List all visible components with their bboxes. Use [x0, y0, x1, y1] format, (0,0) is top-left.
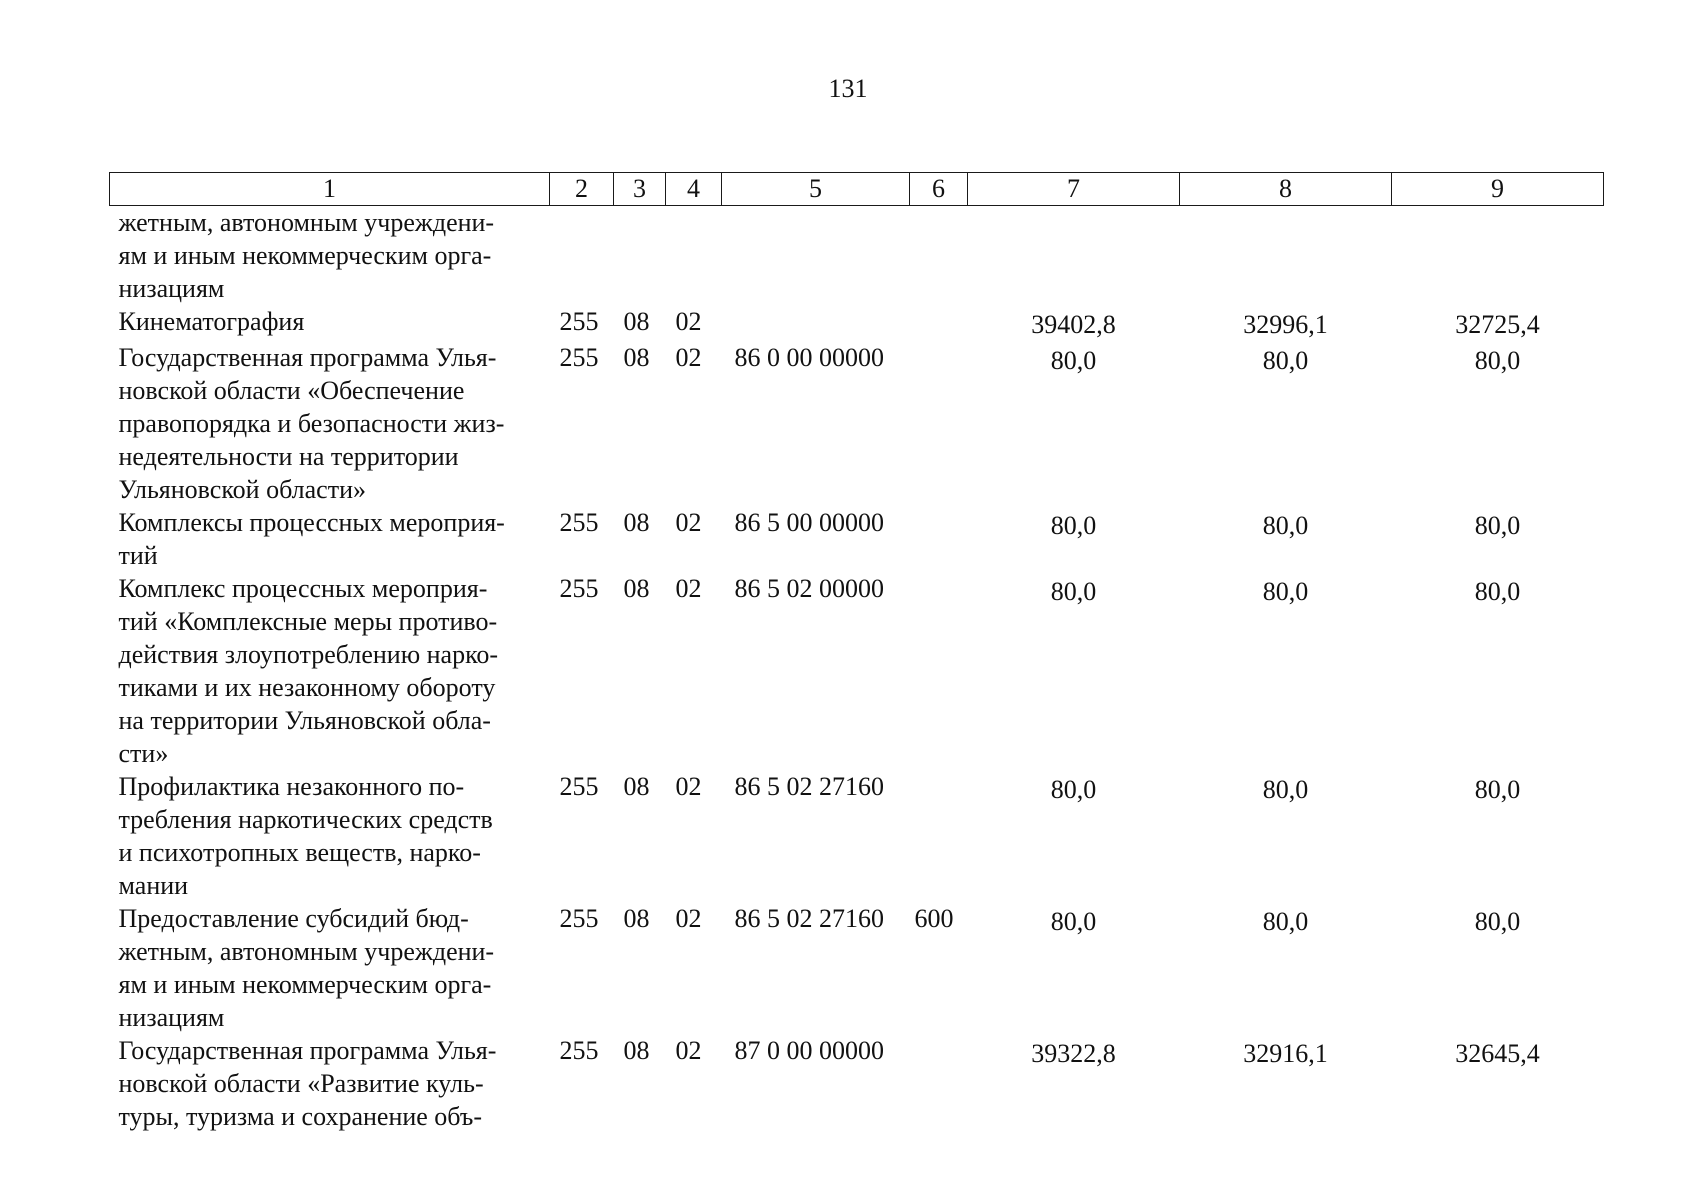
cell-section: 08 — [623, 307, 650, 336]
cell-subsection: 02 — [675, 307, 702, 336]
item-name-line: Государственная программа Улья- — [118, 1036, 497, 1065]
cell-admin-code: 255 — [559, 574, 599, 603]
item-name-line: Профилактика незаконного по- — [118, 772, 465, 801]
cell-amount-year-2: 80,0 — [1262, 511, 1309, 540]
cell-amount-year-3: 80,0 — [1474, 775, 1521, 804]
item-name-line: тиками и их незаконному обороту — [118, 673, 496, 702]
cell-expense-type — [910, 506, 968, 572]
header-col-7: 7 — [968, 173, 1180, 206]
cell-expense-type — [910, 572, 968, 770]
header-col-9: 9 — [1392, 173, 1604, 206]
cell-admin-code: 255 — [559, 307, 599, 336]
cell-subsection: 02 — [675, 1036, 702, 1065]
item-name-line: Государственная программа Улья- — [118, 343, 497, 372]
cell-amount-year-1: 80,0 — [1050, 907, 1097, 936]
cell-amount-year-1: 80,0 — [1050, 511, 1097, 540]
table-row — [110, 572, 1604, 770]
cell-section: 08 — [623, 904, 650, 933]
cell-expense-type — [910, 770, 968, 902]
header-col-5: 5 — [722, 173, 910, 206]
cell-expense-type — [910, 341, 968, 506]
cell-amount-year-1 — [968, 206, 1180, 306]
cell-section: 08 — [623, 508, 650, 537]
cell-section: 08 — [623, 343, 650, 372]
cell-admin-code: 255 — [559, 343, 599, 372]
cell-section: 08 — [623, 772, 650, 801]
budget-table — [109, 172, 1604, 1133]
cell-amount-year-2: 80,0 — [1262, 346, 1309, 375]
cell-item-name — [110, 770, 550, 902]
cell-admin-code: 255 — [559, 1036, 599, 1065]
cell-subsection: 02 — [675, 904, 702, 933]
cell-amount-year-1: 39402,8 — [1031, 310, 1116, 339]
cell-section: 08 — [623, 1036, 650, 1065]
table-row — [110, 1034, 1604, 1133]
cell-amount-year-3 — [1392, 206, 1604, 306]
item-name-line: тий — [118, 541, 158, 570]
item-name-line: тий «Комплексные меры противо- — [118, 607, 498, 636]
cell-admin-code: 255 — [559, 508, 599, 537]
item-name-line: Ульяновской области» — [118, 475, 366, 504]
table-row — [110, 506, 1604, 572]
cell-target-article — [722, 305, 910, 341]
header-col-3: 3 — [614, 173, 666, 206]
header-col-4: 4 — [666, 173, 722, 206]
cell-amount-year-3: 80,0 — [1474, 577, 1521, 606]
cell-subsection: 02 — [675, 508, 702, 537]
cell-amount-year-2: 80,0 — [1262, 577, 1309, 606]
cell-admin-code — [550, 206, 614, 306]
cell-target-article: 86 5 02 00000 — [734, 574, 884, 603]
cell-amount-year-2: 80,0 — [1262, 907, 1309, 936]
header-col-6: 6 — [910, 173, 968, 206]
cell-target-article: 86 5 00 00000 — [734, 508, 884, 537]
header-col-8: 8 — [1180, 173, 1392, 206]
item-name-line: на территории Ульяновской обла- — [118, 706, 491, 735]
item-name-line: Комплекс процессных мероприя- — [118, 574, 488, 603]
cell-section — [614, 206, 666, 306]
cell-amount-year-3: 80,0 — [1474, 511, 1521, 540]
cell-amount-year-2: 32916,1 — [1243, 1039, 1328, 1068]
cell-amount-year-1: 39322,8 — [1031, 1039, 1116, 1068]
item-name-line: низациям — [118, 274, 225, 303]
table-row — [110, 770, 1604, 902]
item-name-line: жетным, автономным учреждени- — [118, 208, 495, 237]
cell-amount-year-2: 32996,1 — [1243, 310, 1328, 339]
item-name-line: новской области «Развитие куль- — [118, 1069, 484, 1098]
table-row — [110, 341, 1604, 506]
cell-admin-code: 255 — [559, 904, 599, 933]
table-body — [110, 206, 1604, 1134]
item-name-line: Кинематография — [118, 307, 305, 336]
cell-admin-code: 255 — [559, 772, 599, 801]
cell-subsection: 02 — [675, 343, 702, 372]
cell-target-article: 86 0 00 00000 — [734, 343, 884, 372]
item-name-line: Комплексы процессных мероприя- — [118, 508, 505, 537]
cell-subsection: 02 — [675, 772, 702, 801]
header-col-2: 2 — [550, 173, 614, 206]
item-name-line: жетным, автономным учреждени- — [118, 937, 495, 966]
cell-item-name — [110, 506, 550, 572]
item-name-line: низациям — [118, 1003, 225, 1032]
cell-amount-year-1: 80,0 — [1050, 775, 1097, 804]
table-row — [110, 206, 1604, 306]
cell-amount-year-1: 80,0 — [1050, 577, 1097, 606]
cell-item-name — [110, 1034, 550, 1133]
item-name-line: требления наркотических средств — [118, 805, 493, 834]
cell-item-name — [110, 902, 550, 1034]
cell-subsection: 02 — [675, 574, 702, 603]
cell-item-name — [110, 341, 550, 506]
cell-target-article — [722, 206, 910, 306]
cell-amount-year-3: 80,0 — [1474, 346, 1521, 375]
cell-subsection — [666, 206, 722, 306]
cell-section: 08 — [623, 574, 650, 603]
item-name-line: и психотропных веществ, нарко- — [118, 838, 481, 867]
item-name-line: ям и иным некоммерческим орга- — [118, 241, 492, 270]
cell-item-name — [110, 206, 550, 306]
item-name-line: сти» — [118, 739, 169, 768]
cell-amount-year-1: 80,0 — [1050, 346, 1097, 375]
item-name-line: ям и иным некоммерческим орга- — [118, 970, 492, 999]
cell-amount-year-3: 80,0 — [1474, 907, 1521, 936]
item-name-line: туры, туризма и сохранение объ- — [118, 1102, 482, 1131]
item-name-line: правопорядка и безопасности жиз- — [118, 409, 505, 438]
cell-amount-year-2 — [1180, 206, 1392, 306]
cell-item-name — [110, 572, 550, 770]
cell-target-article: 87 0 00 00000 — [734, 1036, 884, 1065]
item-name-line: мании — [118, 871, 189, 900]
cell-item-name — [110, 305, 550, 341]
item-name-line: недеятельности на территории — [118, 442, 459, 471]
cell-expense-type: 600 — [914, 904, 954, 933]
cell-amount-year-3: 32645,4 — [1455, 1039, 1540, 1068]
cell-expense-type — [910, 206, 968, 306]
item-name-line: Предоставление субсидий бюд- — [118, 904, 469, 933]
header-row — [110, 173, 1604, 206]
cell-target-article: 86 5 02 27160 — [734, 904, 884, 933]
cell-target-article: 86 5 02 27160 — [734, 772, 884, 801]
header-col-1: 1 — [110, 173, 550, 206]
cell-expense-type — [910, 305, 968, 341]
table-row — [110, 902, 1604, 1034]
cell-amount-year-2: 80,0 — [1262, 775, 1309, 804]
page-number: 131 — [828, 74, 868, 103]
cell-expense-type — [910, 1034, 968, 1133]
item-name-line: новской области «Обеспечение — [118, 376, 465, 405]
item-name-line: действия злоупотреблению нарко- — [118, 640, 499, 669]
cell-amount-year-3: 32725,4 — [1455, 310, 1540, 339]
table-row — [110, 305, 1604, 341]
